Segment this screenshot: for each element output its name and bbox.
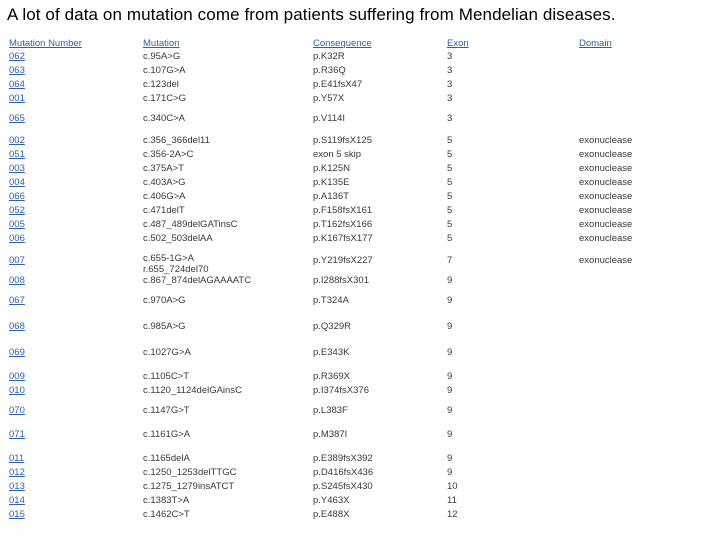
cell-mutation: c.356_366del11 xyxy=(143,135,210,146)
cell-consequence: p.Q329R xyxy=(313,321,352,332)
mutation-number-link[interactable]: 011 xyxy=(9,453,25,464)
cell-exon: 3 xyxy=(447,51,453,62)
cell-consequence: p.Y219fsX227 xyxy=(313,255,373,266)
column-header-domain[interactable]: Domain xyxy=(579,38,612,49)
cell-exon: 10 xyxy=(447,481,458,492)
mutation-number-link[interactable]: 064 xyxy=(9,79,25,90)
cell-exon: 9 xyxy=(447,275,453,286)
cell-exon: 9 xyxy=(447,429,453,440)
cell-consequence: p.A136T xyxy=(313,191,349,202)
cell-consequence: p.R36Q xyxy=(313,65,346,76)
cell-exon: 9 xyxy=(447,347,453,358)
mutation-number-link[interactable]: 012 xyxy=(9,467,25,478)
mutation-number-link[interactable]: 067 xyxy=(9,295,25,306)
mutation-number-link[interactable]: 014 xyxy=(9,495,25,506)
mutation-number-link[interactable]: 066 xyxy=(9,191,25,202)
cell-exon: 7 xyxy=(447,255,453,266)
cell-exon: 5 xyxy=(447,177,453,188)
cell-exon: 11 xyxy=(447,495,457,506)
cell-exon: 9 xyxy=(447,405,453,416)
mutation-number-link[interactable]: 015 xyxy=(9,509,25,520)
cell-consequence: p.F158fsX161 xyxy=(313,205,373,216)
cell-domain: exonuclease xyxy=(579,255,633,266)
cell-exon: 9 xyxy=(447,467,453,478)
cell-exon: 9 xyxy=(447,295,453,306)
cell-consequence: p.L383F xyxy=(313,405,348,416)
cell-consequence: p.M387I xyxy=(313,429,348,440)
cell-domain: exonuclease xyxy=(579,219,633,230)
mutation-number-link[interactable]: 006 xyxy=(9,233,25,244)
cell-consequence: p.T324A xyxy=(313,295,349,306)
cell-mutation: c.1147G>T xyxy=(143,405,190,416)
cell-consequence: p.E343K xyxy=(313,347,350,358)
cell-exon: 9 xyxy=(447,453,453,464)
cell-exon: 9 xyxy=(447,371,453,382)
cell-mutation: c.985A>G xyxy=(143,321,186,332)
mutation-number-link[interactable]: 008 xyxy=(9,275,25,286)
mutation-number-link[interactable]: 001 xyxy=(9,93,25,104)
cell-consequence: p.E389fsX392 xyxy=(313,453,373,464)
mutation-number-link[interactable]: 005 xyxy=(9,219,25,230)
cell-mutation: c.340C>A xyxy=(143,113,185,124)
mutation-number-link[interactable]: 069 xyxy=(9,347,25,358)
cell-consequence: p.V114I xyxy=(313,113,346,124)
cell-mutation: c.471delT xyxy=(143,205,185,216)
column-header-mutation[interactable]: Mutation xyxy=(143,38,180,49)
page-title: A lot of data on mutation come from patients suffering from Mendelian diseases. xyxy=(7,5,616,24)
cell-mutation: c.107G>A xyxy=(143,65,186,76)
cell-mutation: c.487_489delGATinsC xyxy=(143,219,238,230)
cell-domain: exonuclease xyxy=(579,205,633,216)
cell-consequence: p.E41fsX47 xyxy=(313,79,363,90)
cell-consequence: p.K135E xyxy=(313,177,350,188)
cell-mutation: c.655-1G>A xyxy=(143,253,194,264)
cell-mutation-rna: r.655_724del70 xyxy=(143,264,209,275)
mutation-number-link[interactable]: 065 xyxy=(9,113,25,124)
cell-domain: exonuclease xyxy=(579,177,633,188)
cell-mutation: c.1462C>T xyxy=(143,509,190,520)
cell-mutation: c.502_503delAA xyxy=(143,233,213,244)
cell-mutation: c.1161G>A xyxy=(143,429,191,440)
column-header-mutation-number[interactable]: Mutation Number xyxy=(9,38,82,49)
cell-mutation: c.1165delA xyxy=(143,453,190,464)
cell-exon: 5 xyxy=(447,135,453,146)
cell-exon: 9 xyxy=(447,385,453,396)
cell-exon: 9 xyxy=(447,321,453,332)
mutation-number-link[interactable]: 009 xyxy=(9,371,25,382)
cell-domain: exonuclease xyxy=(579,149,633,160)
cell-consequence: p.I288fsX301 xyxy=(313,275,369,286)
cell-mutation: c.1275_1279insATCT xyxy=(143,481,235,492)
cell-exon: 5 xyxy=(447,191,453,202)
cell-exon: 5 xyxy=(447,219,453,230)
cell-consequence: p.D416fsX436 xyxy=(313,467,374,478)
cell-consequence: p.Y463X xyxy=(313,495,350,506)
mutation-number-link[interactable]: 063 xyxy=(9,65,25,76)
cell-mutation: c.403A>G xyxy=(143,177,186,188)
cell-consequence: p.K125N xyxy=(313,163,350,174)
cell-exon: 5 xyxy=(447,149,453,160)
cell-consequence: exon 5 skip xyxy=(313,149,362,160)
cell-consequence: p.S245fsX430 xyxy=(313,481,373,492)
cell-exon: 5 xyxy=(447,163,453,174)
cell-consequence: p.I374fsX376 xyxy=(313,385,369,396)
cell-exon: 3 xyxy=(447,113,453,124)
cell-mutation: c.406G>A xyxy=(143,191,186,202)
cell-mutation: c.356-2A>C xyxy=(143,149,194,160)
mutation-number-link[interactable]: 007 xyxy=(9,255,25,266)
cell-consequence: p.K167fsX177 xyxy=(313,233,373,244)
mutation-number-link[interactable]: 051 xyxy=(9,149,25,160)
cell-domain: exonuclease xyxy=(579,233,633,244)
cell-consequence: p.E488X xyxy=(313,509,350,520)
mutation-number-link[interactable]: 002 xyxy=(9,135,25,146)
cell-exon: 3 xyxy=(447,79,453,90)
cell-domain: exonuclease xyxy=(579,135,633,146)
cell-consequence: p.Y57X xyxy=(313,93,345,104)
column-header-exon[interactable]: Exon xyxy=(447,38,469,49)
cell-mutation: c.123del xyxy=(143,79,179,90)
mutation-number-link[interactable]: 004 xyxy=(9,177,25,188)
cell-mutation: c.375A>T xyxy=(143,163,184,174)
mutation-number-link[interactable]: 003 xyxy=(9,163,25,174)
cell-exon: 5 xyxy=(447,205,453,216)
mutation-number-link[interactable]: 070 xyxy=(9,405,25,416)
cell-mutation: c.1250_1253delTTGC xyxy=(143,467,237,478)
cell-mutation: c.1027G>A xyxy=(143,347,191,358)
cell-exon: 3 xyxy=(447,65,453,76)
mutation-number-link[interactable]: 013 xyxy=(9,481,25,492)
cell-domain: exonuclease xyxy=(579,191,633,202)
mutation-number-link[interactable]: 062 xyxy=(9,51,25,62)
cell-mutation: c.867_874delAGAAAATC xyxy=(143,275,252,286)
mutation-number-link[interactable]: 010 xyxy=(9,385,25,396)
cell-mutation: c.95A>G xyxy=(143,51,181,62)
cell-consequence: p.R369X xyxy=(313,371,350,382)
cell-consequence: p.K32R xyxy=(313,51,345,62)
cell-mutation: c.1383T>A xyxy=(143,495,190,506)
mutation-number-link[interactable]: 071 xyxy=(9,429,25,440)
mutation-number-link[interactable]: 068 xyxy=(9,321,25,332)
cell-consequence: p.S119fsX125 xyxy=(313,135,372,146)
cell-exon: 5 xyxy=(447,233,453,244)
cell-mutation: c.1105C>T xyxy=(143,371,190,382)
cell-exon: 3 xyxy=(447,93,453,104)
cell-consequence: p.T162fsX166 xyxy=(313,219,373,230)
cell-mutation: c.970A>G xyxy=(143,295,186,306)
cell-mutation: c.1120_1124delGAinsC xyxy=(143,385,242,396)
mutation-number-link[interactable]: 052 xyxy=(9,205,25,216)
cell-mutation: c.171C>G xyxy=(143,93,187,104)
cell-exon: 12 xyxy=(447,509,458,520)
cell-domain: exonuclease xyxy=(579,163,633,174)
column-header-consequence[interactable]: Consequence xyxy=(313,38,372,49)
